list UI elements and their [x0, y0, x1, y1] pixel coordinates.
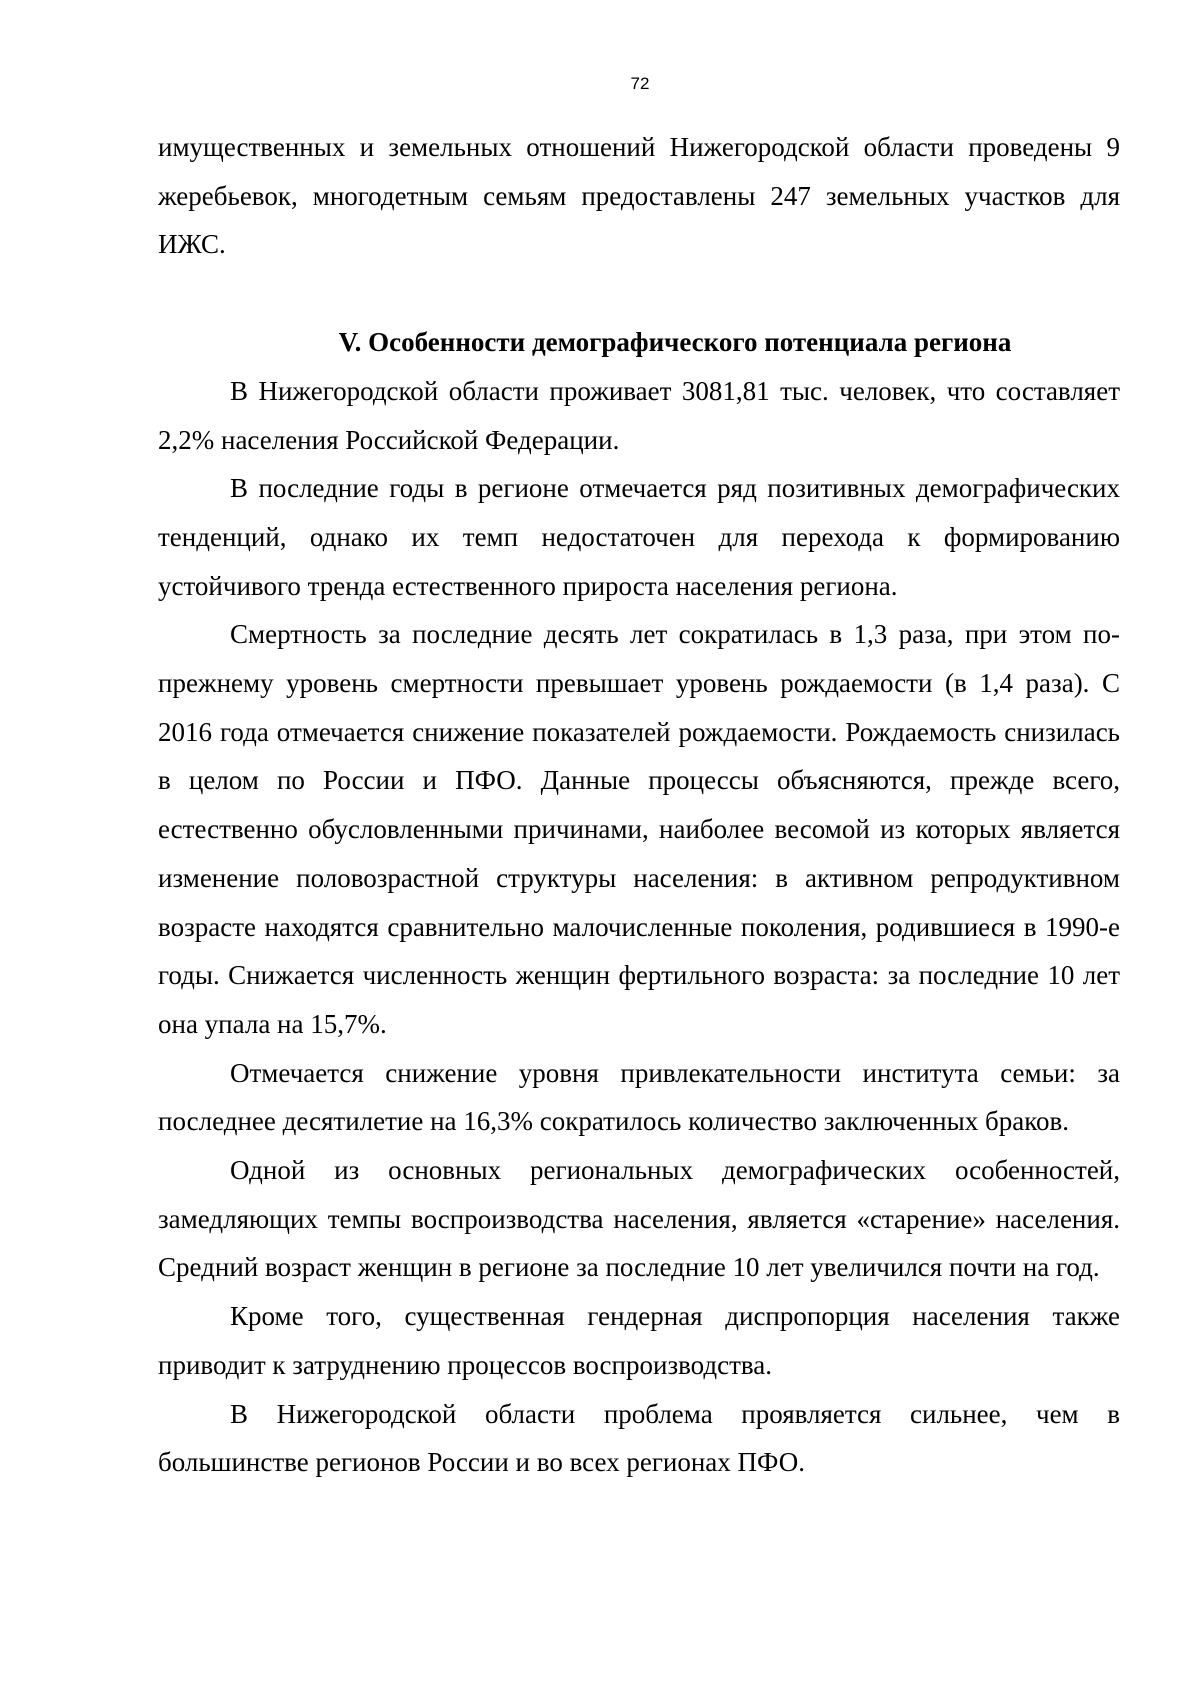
paragraph-population: В Нижегородской области проживает 3081,81 тыс. человек, что составляет 2,2% населения Российской Федерации.	[158, 375, 1120, 455]
paragraph-mortality: Смертность за последние десять лет сократилась в 1,3 раза, при этом по-прежнему уровень смертности превышает уровень рождаемости (в 1,4 раза). С 2016 года отмечается снижение показателей рождаемости. Рождаемость снизилась в целом по России и ПФО. Данные процессы объясняются, прежде всего, естественно обусловленными причинами, наиболее весомой из которых является изменение половозрастной структуры населения: в активном репродуктивном возрасте находятся сравнительно малочисленные поколения, родившиеся в 1990-е годы. Снижается численность женщин фертильного возраста: за последние 10 лет она упала на 15,7%.	[158, 619, 1120, 1039]
paragraph-gender: Кроме того, существенная гендерная диспропорция населения также приводит к затруднению процессов воспроизводства.	[158, 1301, 1120, 1380]
paragraph-region-comparison: В Нижегородской области проблема проявляется сильнее, чем в большинстве регионов России и во всех регионах ПФО.	[158, 1398, 1120, 1478]
document-body	[158, 123, 1120, 1487]
continuation-paragraph: имущественных и земельных отношений Нижегородской области проведены 9 жеребьевок, многодетным семьям предоставлены 247 земельных участков для ИЖС.	[158, 132, 1120, 260]
paragraph-family: Отмечается снижение уровня привлекательности института семьи: за последнее десятилетие на 16,3% сократилось количество заключенных браков.	[158, 1057, 1120, 1137]
paragraph-trends: В последние годы в регионе отмечается ряд позитивных демографических тенденций, однако их темп недостаточен для перехода к формированию устойчивого тренда естественного прироста населения региона.	[158, 473, 1120, 601]
paragraph-aging: Одной из основных региональных демографических особенностей, замедляющих темпы воспроизводства населения, является «старение» населения. Средний возраст женщин в регионе за последние 10 лет увеличился почти на год.	[158, 1155, 1120, 1283]
page-number: 72	[630, 74, 650, 93]
section-heading: V. Особенности демографического потенциала региона	[338, 327, 1012, 358]
